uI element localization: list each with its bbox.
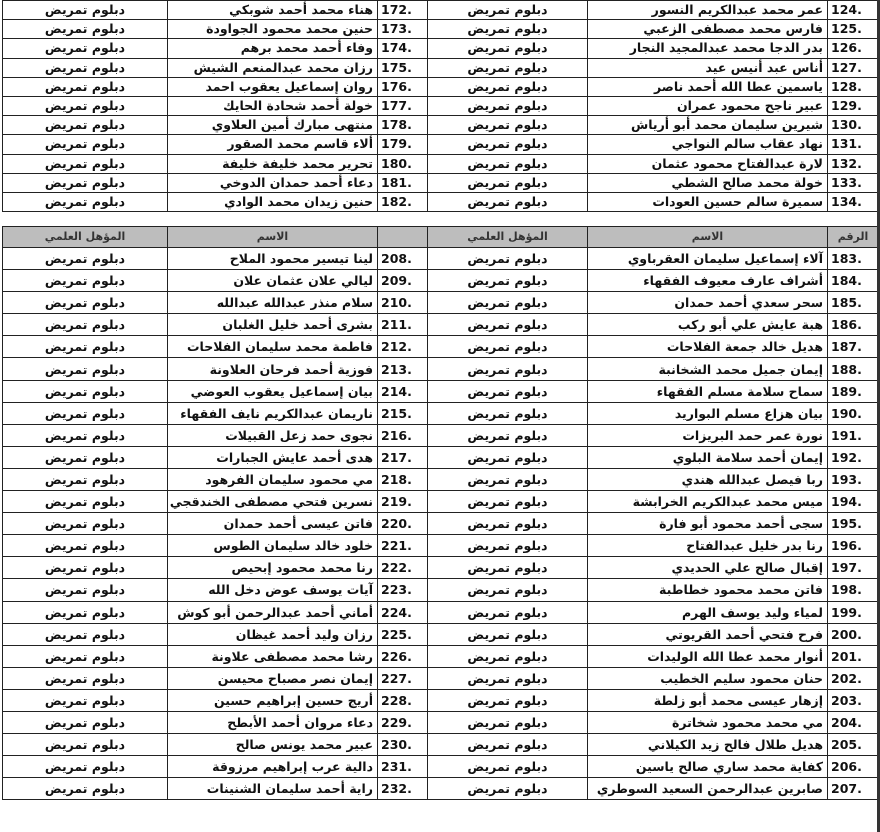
main-list-table xyxy=(2,226,879,800)
qualification-cell: دبلوم تمريض xyxy=(428,270,588,292)
number-cell: 210. xyxy=(378,292,428,314)
table-row xyxy=(3,667,879,689)
table-row xyxy=(3,380,879,402)
table-row xyxy=(3,513,879,535)
number-cell: 204. xyxy=(828,711,879,733)
qualification-cell: دبلوم تمريض xyxy=(3,358,168,380)
name-cell: ربا فيصل عبدالله هندي xyxy=(588,468,828,490)
name-cell: فاطمة محمد سليمان الفلاحات xyxy=(168,336,378,358)
qualification-cell: دبلوم تمريض xyxy=(428,192,588,211)
number-cell: 220. xyxy=(378,513,428,535)
number-cell: 214. xyxy=(378,380,428,402)
qualification-cell: دبلوم تمريض xyxy=(428,579,588,601)
name-cell: حنين محمد محمود الجواودة xyxy=(168,20,378,39)
table-row xyxy=(3,734,879,756)
qualification-cell: دبلوم تمريض xyxy=(3,623,168,645)
qualification-cell: دبلوم تمريض xyxy=(428,601,588,623)
name-cell: ناريمان عبدالكريم نايف الفقهاء xyxy=(168,402,378,424)
number-cell: 175. xyxy=(378,58,428,77)
number-cell: 201. xyxy=(828,645,879,667)
name-cell: تحرير محمد خليفة خليفة xyxy=(168,154,378,173)
qualification-cell: دبلوم تمريض xyxy=(428,424,588,446)
name-cell: ألاء قاسم محمد الصقور xyxy=(168,135,378,154)
number-cell: 211. xyxy=(378,314,428,336)
name-cell: سلام منذر عبدالله عبدالله xyxy=(168,292,378,314)
name-cell: نورة عمر حمد البريزات xyxy=(588,424,828,446)
number-cell: 213. xyxy=(378,358,428,380)
qualification-cell: دبلوم تمريض xyxy=(3,601,168,623)
qualification-cell: دبلوم تمريض xyxy=(3,20,168,39)
number-cell: 178. xyxy=(378,116,428,135)
number-cell: 190. xyxy=(828,402,879,424)
name-cell: صابرين عبدالرحمن السعيد السوطري xyxy=(588,778,828,800)
name-cell: مي محمود سليمان الفرهود xyxy=(168,468,378,490)
number-cell: 207. xyxy=(828,778,879,800)
name-cell: دعاء أحمد حمدان الدوخي xyxy=(168,173,378,192)
name-cell: ياسمين عطا الله أحمد ناصر xyxy=(588,77,828,96)
qualification-cell: دبلوم تمريض xyxy=(428,292,588,314)
number-cell: 183. xyxy=(828,248,879,270)
name-cell: سحر سعدي أحمد حمدان xyxy=(588,292,828,314)
number-cell: 222. xyxy=(378,557,428,579)
qualification-cell: دبلوم تمريض xyxy=(3,154,168,173)
table-row xyxy=(3,557,879,579)
qualification-cell: دبلوم تمريض xyxy=(428,380,588,402)
number-cell: 179. xyxy=(378,135,428,154)
number-cell: 187. xyxy=(828,336,879,358)
table-row xyxy=(3,20,879,39)
table-row xyxy=(3,468,879,490)
table-row xyxy=(3,535,879,557)
name-cell: كفاية محمد ساري صالح ياسين xyxy=(588,756,828,778)
qualification-cell: دبلوم تمريض xyxy=(428,778,588,800)
name-cell: بشرى أحمد خليل الغلبان xyxy=(168,314,378,336)
qualification-cell: دبلوم تمريض xyxy=(3,135,168,154)
name-cell: وفاء أحمد محمد برهم xyxy=(168,39,378,58)
number-cell: 188. xyxy=(828,358,879,380)
name-cell: لمياء وليد يوسف الهرم xyxy=(588,601,828,623)
number-cell: 173. xyxy=(378,20,428,39)
qualification-cell: دبلوم تمريض xyxy=(3,248,168,270)
name-cell: إيمان نصر مصباح محيسن xyxy=(168,667,378,689)
header-qualification: المؤهل العلمي xyxy=(428,227,588,248)
number-cell: 205. xyxy=(828,734,879,756)
table-row xyxy=(3,39,879,58)
name-cell: مي محمد محمود شخاترة xyxy=(588,711,828,733)
number-cell: 196. xyxy=(828,535,879,557)
qualification-cell: دبلوم تمريض xyxy=(428,645,588,667)
qualification-cell: دبلوم تمريض xyxy=(3,77,168,96)
table-row xyxy=(3,402,879,424)
name-cell: عبير محمد يونس صالح xyxy=(168,734,378,756)
number-cell: 186. xyxy=(828,314,879,336)
number-cell: 176. xyxy=(378,77,428,96)
table-row xyxy=(3,645,879,667)
name-cell: هديل خالد جمعة الفلاحات xyxy=(588,336,828,358)
qualification-cell: دبلوم تمريض xyxy=(428,135,588,154)
name-cell: روان إسماعيل يعقوب احمد xyxy=(168,77,378,96)
qualification-cell: دبلوم تمريض xyxy=(3,689,168,711)
name-cell: ليالي علان عثمان علان xyxy=(168,270,378,292)
qualification-cell: دبلوم تمريض xyxy=(428,20,588,39)
number-cell: 232. xyxy=(378,778,428,800)
number-cell: 131. xyxy=(828,135,879,154)
qualification-cell: دبلوم تمريض xyxy=(3,116,168,135)
number-cell: 217. xyxy=(378,446,428,468)
qualification-cell: دبلوم تمريض xyxy=(428,689,588,711)
name-cell: لينا تيسير محمود الملاح xyxy=(168,248,378,270)
header-qualification-2: المؤهل العلمي xyxy=(3,227,168,248)
number-cell: 198. xyxy=(828,579,879,601)
table-row xyxy=(3,58,879,77)
number-cell: 225. xyxy=(378,623,428,645)
table-row xyxy=(3,96,879,115)
number-cell: 185. xyxy=(828,292,879,314)
qualification-cell: دبلوم تمريض xyxy=(3,192,168,211)
name-cell: رزان محمد عبدالمنعم الشيش xyxy=(168,58,378,77)
number-cell: 134. xyxy=(828,192,879,211)
table-row xyxy=(3,270,879,292)
qualification-cell: دبلوم تمريض xyxy=(3,513,168,535)
qualification-cell: دبلوم تمريض xyxy=(428,734,588,756)
number-cell: 197. xyxy=(828,557,879,579)
name-cell: أشراف عارف معيوف الفقهاء xyxy=(588,270,828,292)
name-cell: آيات يوسف عوض دخل الله xyxy=(168,579,378,601)
qualification-cell: دبلوم تمريض xyxy=(428,154,588,173)
name-cell: دعاء مروان أحمد الأبطح xyxy=(168,711,378,733)
number-cell: 200. xyxy=(828,623,879,645)
number-cell: 126. xyxy=(828,39,879,58)
number-cell: 221. xyxy=(378,535,428,557)
table-row xyxy=(3,491,879,513)
qualification-cell: دبلوم تمريض xyxy=(428,468,588,490)
table-row xyxy=(3,1,879,20)
table-row xyxy=(3,711,879,733)
qualification-cell: دبلوم تمريض xyxy=(428,248,588,270)
number-cell: 184. xyxy=(828,270,879,292)
qualification-cell: دبلوم تمريض xyxy=(428,756,588,778)
name-cell: آلاء إسماعيل سليمان العقرباوي xyxy=(588,248,828,270)
number-cell: 177. xyxy=(378,96,428,115)
number-cell: 208. xyxy=(378,248,428,270)
number-cell: 215. xyxy=(378,402,428,424)
table-row xyxy=(3,154,879,173)
name-cell: حنان محمود سليم الخطيب xyxy=(588,667,828,689)
header-name-2: الاسم xyxy=(168,227,378,248)
qualification-cell: دبلوم تمريض xyxy=(428,446,588,468)
number-cell: 189. xyxy=(828,380,879,402)
name-cell: فرح فتحي أحمد القريوتي xyxy=(588,623,828,645)
qualification-cell: دبلوم تمريض xyxy=(3,58,168,77)
qualification-cell: دبلوم تمريض xyxy=(428,77,588,96)
name-cell: نهاد عقاب سالم النواجي xyxy=(588,135,828,154)
qualification-cell: دبلوم تمريض xyxy=(428,314,588,336)
qualification-cell: دبلوم تمريض xyxy=(428,491,588,513)
number-cell: 228. xyxy=(378,689,428,711)
number-cell: 199. xyxy=(828,601,879,623)
qualification-cell: دبلوم تمريض xyxy=(428,535,588,557)
qualification-cell: دبلوم تمريض xyxy=(3,711,168,733)
name-cell: عمر محمد عبدالكريم النسور xyxy=(588,1,828,20)
table-row xyxy=(3,116,879,135)
section-gap xyxy=(0,216,880,226)
name-cell: ميس محمد عبدالكريم الخرابشة xyxy=(588,491,828,513)
table-row xyxy=(3,292,879,314)
qualification-cell: دبلوم تمريض xyxy=(428,711,588,733)
number-cell: 226. xyxy=(378,645,428,667)
name-cell: أنوار محمد عطا الله الوليدات xyxy=(588,645,828,667)
name-cell: إقبال صالح علي الحديدي xyxy=(588,557,828,579)
qualification-cell: دبلوم تمريض xyxy=(3,756,168,778)
header-number: الرقم xyxy=(828,227,879,248)
number-cell: 193. xyxy=(828,468,879,490)
table-row xyxy=(3,358,879,380)
name-cell: أريج حسين إبراهيم حسين xyxy=(168,689,378,711)
name-cell: هناء محمد أحمد شوبكي xyxy=(168,1,378,20)
name-cell: فاتن محمد محمود خطاطبة xyxy=(588,579,828,601)
table-row xyxy=(3,192,879,211)
qualification-cell: دبلوم تمريض xyxy=(428,39,588,58)
qualification-cell: دبلوم تمريض xyxy=(428,173,588,192)
qualification-cell: دبلوم تمريض xyxy=(428,513,588,535)
header-number-2 xyxy=(378,227,428,248)
name-cell: خولة أحمد شحادة الحايك xyxy=(168,96,378,115)
name-cell: أناس عبد أنيس عيد xyxy=(588,58,828,77)
table-row xyxy=(3,778,879,800)
name-cell: إيمان جميل محمد الشخانبة xyxy=(588,358,828,380)
name-cell: نسرين فتحي مصطفى الخندقجي xyxy=(168,491,378,513)
name-cell: لارة عبدالفتاح محمود عثمان xyxy=(588,154,828,173)
qualification-cell: دبلوم تمريض xyxy=(3,446,168,468)
qualification-cell: دبلوم تمريض xyxy=(3,39,168,58)
qualification-cell: دبلوم تمريض xyxy=(3,778,168,800)
number-cell: 216. xyxy=(378,424,428,446)
table-row xyxy=(3,756,879,778)
table-row xyxy=(3,248,879,270)
name-cell: نجوى حمد زعل القبيلات xyxy=(168,424,378,446)
table-row xyxy=(3,135,879,154)
name-cell: أماني أحمد عبدالرحمن أبو كوش xyxy=(168,601,378,623)
qualification-cell: دبلوم تمريض xyxy=(3,424,168,446)
number-cell: 194. xyxy=(828,491,879,513)
qualification-cell: دبلوم تمريض xyxy=(3,336,168,358)
table-row xyxy=(3,446,879,468)
qualification-cell: دبلوم تمريض xyxy=(3,402,168,424)
name-cell: هديل طلال فالح زيد الكيلاني xyxy=(588,734,828,756)
table-row xyxy=(3,314,879,336)
top-list-body xyxy=(3,1,879,212)
qualification-cell: دبلوم تمريض xyxy=(3,667,168,689)
main-list-body xyxy=(3,248,879,800)
qualification-cell: دبلوم تمريض xyxy=(428,58,588,77)
name-cell: هبة عايش علي أبو ركب xyxy=(588,314,828,336)
name-cell: رزان وليد أحمد غيظان xyxy=(168,623,378,645)
number-cell: 172. xyxy=(378,1,428,20)
qualification-cell: دبلوم تمريض xyxy=(3,734,168,756)
table-row xyxy=(3,173,879,192)
number-cell: 182. xyxy=(378,192,428,211)
name-cell: فاتن عيسى أحمد حمدان xyxy=(168,513,378,535)
number-cell: 129. xyxy=(828,96,879,115)
name-cell: رشا محمد مصطفى علاونة xyxy=(168,645,378,667)
number-cell: 209. xyxy=(378,270,428,292)
number-cell: 224. xyxy=(378,601,428,623)
table-row xyxy=(3,689,879,711)
number-cell: 231. xyxy=(378,756,428,778)
name-cell: إزهار عيسى محمد أبو زلطة xyxy=(588,689,828,711)
qualification-cell: دبلوم تمريض xyxy=(428,116,588,135)
name-cell: منتهى مبارك أمين العلاوي xyxy=(168,116,378,135)
table-header-row xyxy=(3,227,879,248)
name-cell: سميرة سالم حسين العودات xyxy=(588,192,828,211)
number-cell: 192. xyxy=(828,446,879,468)
name-cell: بدر الدجا محمد عبدالمجيد النجار xyxy=(588,39,828,58)
qualification-cell: دبلوم تمريض xyxy=(428,96,588,115)
qualification-cell: دبلوم تمريض xyxy=(428,336,588,358)
name-cell: رنا بدر خليل عبدالفتاح xyxy=(588,535,828,557)
qualification-cell: دبلوم تمريض xyxy=(428,623,588,645)
name-cell: شيرين سليمان محمد أبو أرياش xyxy=(588,116,828,135)
number-cell: 124. xyxy=(828,1,879,20)
number-cell: 202. xyxy=(828,667,879,689)
number-cell: 218. xyxy=(378,468,428,490)
header-name: الاسم xyxy=(588,227,828,248)
table-row xyxy=(3,424,879,446)
qualification-cell: دبلوم تمريض xyxy=(428,557,588,579)
qualification-cell: دبلوم تمريض xyxy=(3,270,168,292)
number-cell: 127. xyxy=(828,58,879,77)
name-cell: بيان إسماعيل يعقوب العوضي xyxy=(168,380,378,402)
number-cell: 219. xyxy=(378,491,428,513)
name-cell: سماح سلامة مسلم الفقهاء xyxy=(588,380,828,402)
name-cell: خلود خالد سليمان الطوس xyxy=(168,535,378,557)
top-list-table xyxy=(2,0,879,212)
name-cell: رنا محمد محمود إبحيص xyxy=(168,557,378,579)
qualification-cell: دبلوم تمريض xyxy=(3,468,168,490)
table-row xyxy=(3,579,879,601)
table-row xyxy=(3,601,879,623)
number-cell: 212. xyxy=(378,336,428,358)
qualification-cell: دبلوم تمريض xyxy=(428,1,588,20)
number-cell: 128. xyxy=(828,77,879,96)
qualification-cell: دبلوم تمريض xyxy=(3,1,168,20)
name-cell: بيان هزاع مسلم البواريد xyxy=(588,402,828,424)
table-row xyxy=(3,77,879,96)
number-cell: 174. xyxy=(378,39,428,58)
name-cell: خولة محمد صالح الشطي xyxy=(588,173,828,192)
name-cell: حنين زيدان محمد الوادي xyxy=(168,192,378,211)
qualification-cell: دبلوم تمريض xyxy=(3,173,168,192)
qualification-cell: دبلوم تمريض xyxy=(3,314,168,336)
qualification-cell: دبلوم تمريض xyxy=(3,96,168,115)
name-cell: هدى أحمد عايش الجبارات xyxy=(168,446,378,468)
number-cell: 227. xyxy=(378,667,428,689)
number-cell: 180. xyxy=(378,154,428,173)
table-row xyxy=(3,623,879,645)
qualification-cell: دبلوم تمريض xyxy=(428,667,588,689)
qualification-cell: دبلوم تمريض xyxy=(3,579,168,601)
qualification-cell: دبلوم تمريض xyxy=(3,292,168,314)
name-cell: سجى أحمد محمود أبو فارة xyxy=(588,513,828,535)
number-cell: 230. xyxy=(378,734,428,756)
number-cell: 203. xyxy=(828,689,879,711)
name-cell: راية أحمد سليمان الشنينات xyxy=(168,778,378,800)
number-cell: 125. xyxy=(828,20,879,39)
number-cell: 133. xyxy=(828,173,879,192)
qualification-cell: دبلوم تمريض xyxy=(428,402,588,424)
number-cell: 229. xyxy=(378,711,428,733)
name-cell: إيمان أحمد سلامة البلوي xyxy=(588,446,828,468)
qualification-cell: دبلوم تمريض xyxy=(428,358,588,380)
number-cell: 132. xyxy=(828,154,879,173)
number-cell: 191. xyxy=(828,424,879,446)
name-cell: عبير ناجح محمود عمران xyxy=(588,96,828,115)
qualification-cell: دبلوم تمريض xyxy=(3,535,168,557)
qualification-cell: دبلوم تمريض xyxy=(3,557,168,579)
qualification-cell: دبلوم تمريض xyxy=(3,491,168,513)
number-cell: 130. xyxy=(828,116,879,135)
number-cell: 195. xyxy=(828,513,879,535)
number-cell: 206. xyxy=(828,756,879,778)
name-cell: فارس محمد مصطفى الزعبي xyxy=(588,20,828,39)
table-row xyxy=(3,336,879,358)
name-cell: دالية عرب إبراهيم مرزوقة xyxy=(168,756,378,778)
qualification-cell: دبلوم تمريض xyxy=(3,645,168,667)
qualification-cell: دبلوم تمريض xyxy=(3,380,168,402)
number-cell: 223. xyxy=(378,579,428,601)
name-cell: فوزية أحمد فرحان العلاونة xyxy=(168,358,378,380)
number-cell: 181. xyxy=(378,173,428,192)
